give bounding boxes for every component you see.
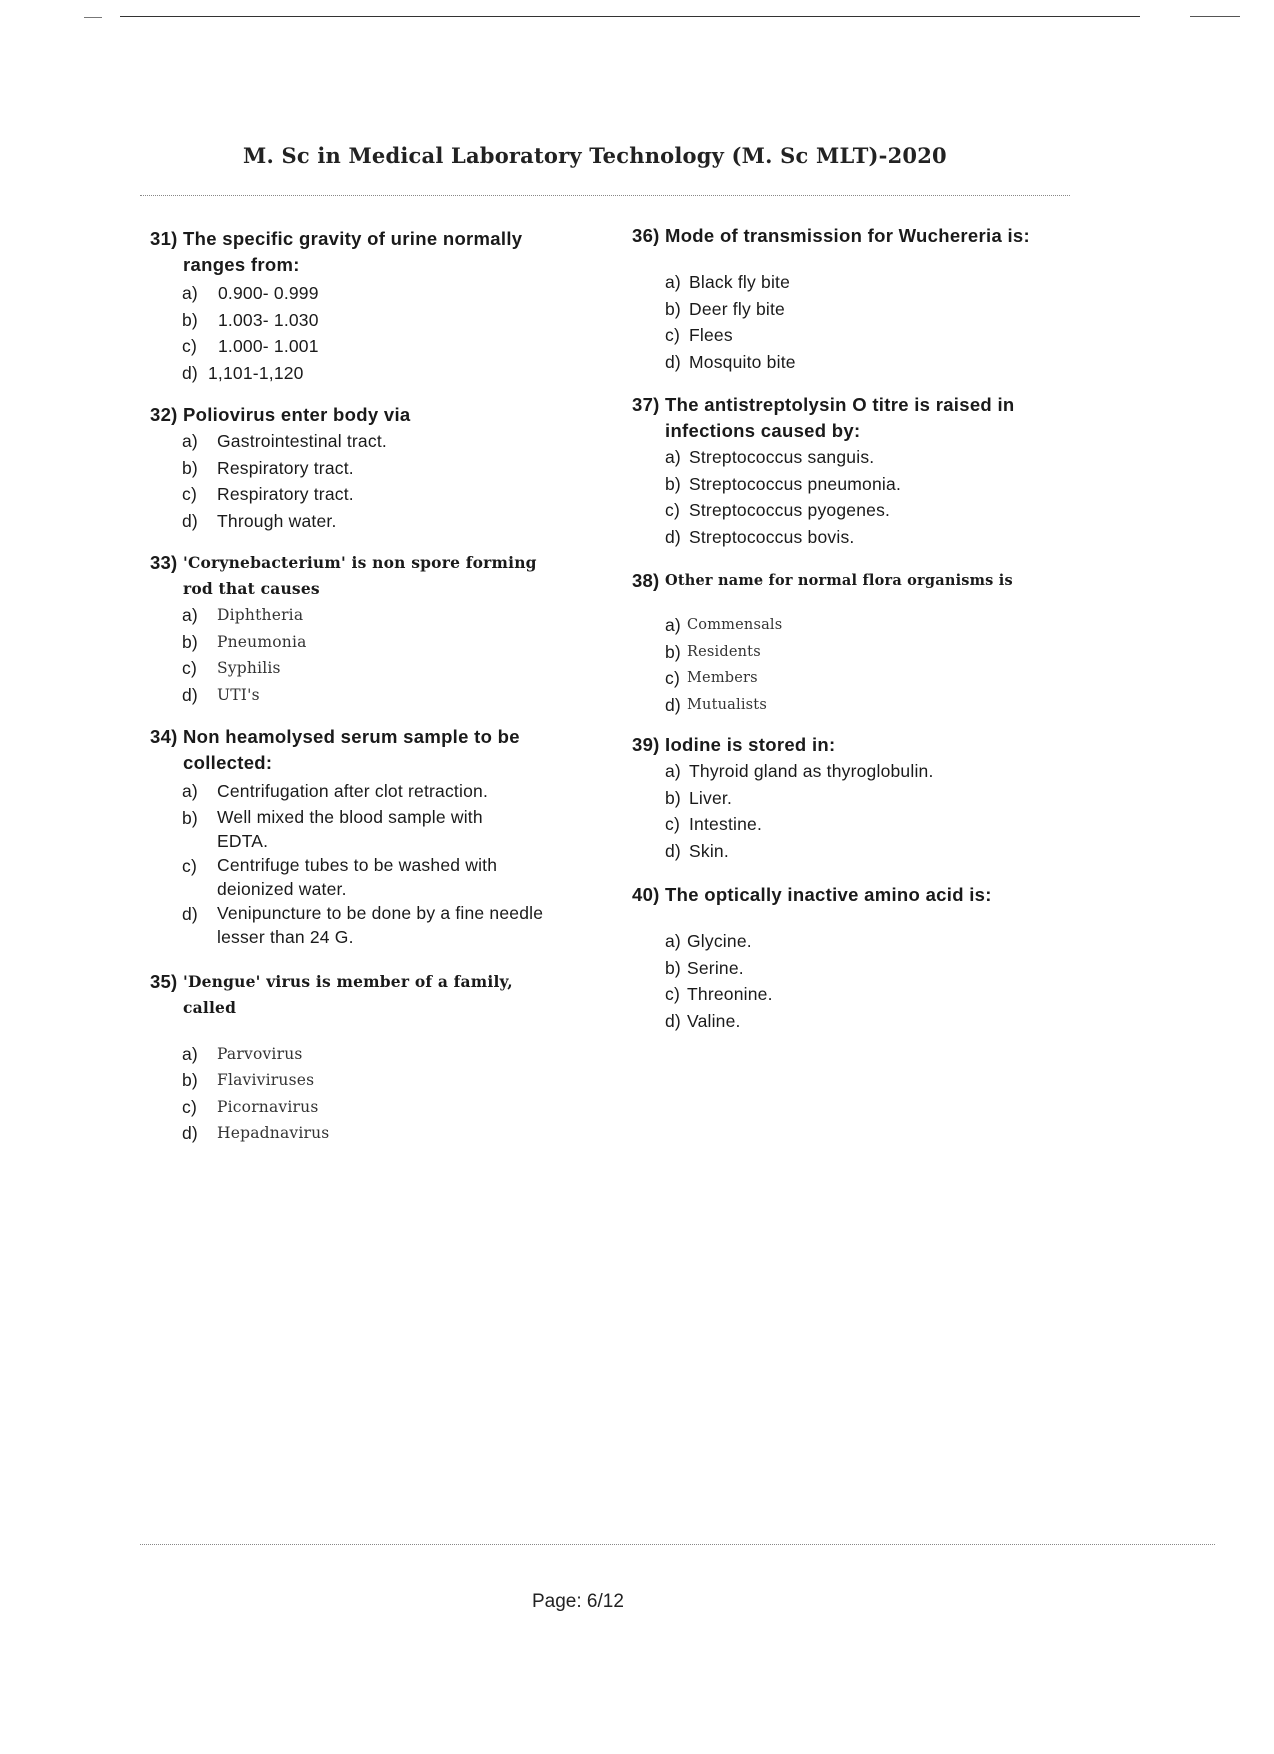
- question-40: [632, 882, 1072, 1034]
- question-text: The specific gravity of urine normally ranges from:: [183, 228, 523, 275]
- question-text: Iodine is stored in:: [665, 734, 836, 755]
- question-34: [150, 724, 570, 949]
- option-d: d) Hepadnavirus: [182, 1123, 330, 1143]
- header-divider: [140, 195, 1070, 196]
- option-list: [182, 428, 570, 534]
- option-b: b) Well mixed the blood sample with EDTA.: [182, 806, 483, 851]
- option-d: d) Valine.: [665, 1010, 741, 1031]
- option-b: b) Residents: [665, 641, 761, 662]
- question-text: 'Dengue' virus is member of a family, called: [183, 971, 513, 1017]
- option-list: [182, 280, 570, 386]
- option-a: a) Centrifugation after clot retraction.: [182, 781, 489, 801]
- option-b: b) Liver.: [665, 787, 733, 808]
- question-text: 'Corynebacterium' is non spore forming rod that causes: [183, 553, 537, 598]
- left-column: [150, 226, 570, 1147]
- question-number: 31): [150, 228, 178, 249]
- option-list: [665, 269, 1072, 375]
- question-38: [632, 568, 1072, 718]
- option-b: b) Deer fly bite: [665, 298, 785, 319]
- option-d: d) Through water.: [182, 510, 337, 531]
- option-b: b) Serine.: [665, 957, 744, 978]
- option-c: c) Respiratory tract.: [182, 484, 354, 504]
- question-number: 40): [632, 884, 660, 905]
- option-d: d) Mosquito bite: [665, 351, 796, 372]
- option-list: [182, 602, 570, 708]
- option-c: c) Centrifuge tubes to be washed with deionized water.: [182, 854, 498, 899]
- option-c: c) Members: [665, 668, 758, 688]
- question-text: Other name for normal flora organisms is: [665, 572, 1013, 589]
- option-c: c) Picornavirus: [182, 1096, 319, 1117]
- option-d: d) Mutualists: [665, 694, 767, 715]
- option-a: a) Diphtheria: [182, 605, 304, 625]
- option-c: c) Syphilis: [182, 658, 281, 678]
- question-33: [150, 550, 570, 708]
- question-text: The optically inactive amino acid is:: [665, 884, 992, 905]
- question-39: [632, 732, 1072, 864]
- option-d: d) 1,101-1,120: [182, 362, 304, 383]
- option-list: [182, 1041, 570, 1147]
- option-a: a) Black fly bite: [665, 272, 791, 292]
- option-a: a) Glycine.: [665, 931, 752, 951]
- option-c: c) Threonine.: [665, 984, 773, 1004]
- option-b: b) Respiratory tract.: [182, 457, 354, 478]
- option-a: a) Parvovirus: [182, 1043, 303, 1064]
- option-c: c) 1.000- 1.001: [182, 336, 319, 356]
- option-a: a) Gastrointestinal tract.: [182, 431, 387, 451]
- exam-title: M. Sc in Medical Laboratory Technology (M. Sc MLT)-2020: [243, 143, 947, 168]
- question-number: 35): [150, 970, 178, 992]
- option-a: a) Streptococcus sanguis.: [665, 447, 875, 467]
- question-number: 34): [150, 726, 178, 747]
- option-list: [182, 778, 570, 949]
- question-36: [632, 223, 1072, 375]
- question-32: [150, 402, 570, 534]
- question-number: 32): [150, 404, 178, 425]
- option-b: b) Streptococcus pneumonia.: [665, 473, 902, 494]
- option-list: [665, 758, 1072, 864]
- page-number: Page: 6/12: [532, 1591, 624, 1612]
- option-c: c) Intestine.: [665, 814, 763, 834]
- option-list: [665, 612, 1072, 718]
- footer-divider: [140, 1544, 1215, 1545]
- option-a: a) Commensals: [665, 615, 783, 635]
- option-a: a) 0.900- 0.999: [182, 283, 319, 303]
- question-37: [632, 392, 1072, 550]
- top-rule-fragment: [1190, 16, 1240, 17]
- top-rule: [120, 16, 1140, 17]
- question-31: [150, 226, 570, 386]
- question-number: 33): [150, 552, 178, 573]
- option-list: [665, 928, 1072, 1034]
- option-c: c) Flees: [665, 325, 733, 345]
- question-text: Mode of transmission for Wuchereria is:: [665, 225, 1030, 246]
- option-list: [665, 444, 1072, 550]
- right-column: [632, 223, 1072, 1034]
- option-b: b) Pneumonia: [182, 631, 307, 652]
- option-d: d) Venipuncture to be done by a fine needle lesser than 24 G.: [182, 902, 544, 947]
- question-number: 39): [632, 734, 660, 755]
- option-a: a) Thyroid gland as thyroglobulin.: [665, 761, 934, 781]
- question-text: Poliovirus enter body via: [183, 404, 411, 425]
- option-d: d) UTI's: [182, 684, 260, 705]
- option-b: b) Flaviviruses: [182, 1070, 315, 1090]
- question-text: Non heamolysed serum sample to be collected:: [183, 726, 520, 773]
- question-number: 36): [632, 225, 660, 246]
- option-c: c) Streptococcus pyogenes.: [665, 500, 891, 520]
- question-number: 38): [632, 570, 660, 591]
- option-d: d) Streptococcus bovis.: [665, 526, 855, 547]
- top-rule-fragment: [84, 17, 102, 18]
- option-d: d) Skin.: [665, 840, 729, 861]
- question-number: 37): [632, 394, 660, 415]
- question-35: [150, 969, 570, 1147]
- option-b: b) 1.003- 1.030: [182, 309, 319, 330]
- question-text: The antistreptolysin O titre is raised in infections caused by:: [665, 394, 1015, 441]
